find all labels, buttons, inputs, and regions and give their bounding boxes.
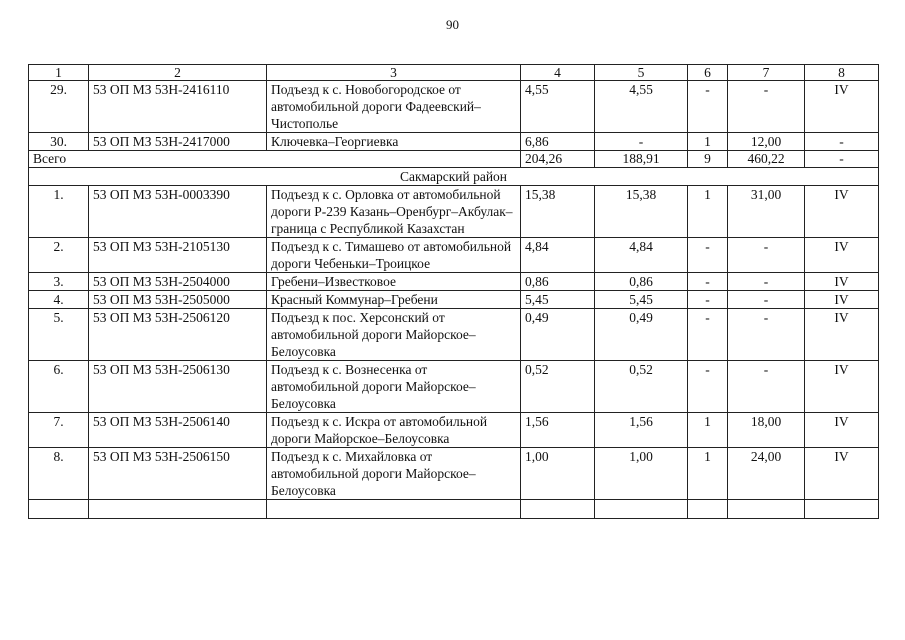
road-category: IV [805, 273, 879, 291]
length-total: 0,49 [521, 309, 595, 361]
bridges-length: - [728, 273, 805, 291]
row-number: 6. [29, 361, 89, 413]
district-name: Сакмарский район [29, 168, 879, 186]
length-total: 0,52 [521, 361, 595, 413]
length-total: 4,84 [521, 238, 595, 273]
column-header: 7 [728, 65, 805, 81]
row-number: 29. [29, 81, 89, 133]
bridges-length: - [728, 309, 805, 361]
length-paved: 0,49 [595, 309, 688, 361]
length-total: 1,56 [521, 413, 595, 448]
road-code: 53 ОП МЗ 53Н-0003390 [89, 186, 267, 238]
road-name: Подъезд к с. Новобогородское от автомобильной дороги Фадеевский–Чистополье [267, 81, 521, 133]
road-code: 53 ОП МЗ 53Н-2505000 [89, 291, 267, 309]
bridges-count: - [688, 81, 728, 133]
table-row [29, 273, 879, 291]
length-paved: 4,84 [595, 238, 688, 273]
length-total: 4,55 [521, 81, 595, 133]
total-row [29, 151, 879, 168]
length-paved: 15,38 [595, 186, 688, 238]
bridges-length: - [728, 361, 805, 413]
road-code: 53 ОП МЗ 53Н-2417000 [89, 133, 267, 151]
bridges-count: - [688, 309, 728, 361]
roads-table [28, 64, 879, 519]
column-header: 2 [89, 65, 267, 81]
column-number-header-row [29, 65, 879, 81]
column-header: 5 [595, 65, 688, 81]
row-number: 30. [29, 133, 89, 151]
road-code: 53 ОП МЗ 53Н-2506140 [89, 413, 267, 448]
bridges-length: 24,00 [728, 448, 805, 500]
road-name: Подъезд к пос. Херсонский от автомобильной дороги Майорское–Белоусовка [267, 309, 521, 361]
table-row [29, 361, 879, 413]
road-category: IV [805, 361, 879, 413]
table-row [29, 500, 879, 519]
row-number: 2. [29, 238, 89, 273]
bridges-count: - [688, 238, 728, 273]
total-label: Всего [29, 151, 521, 168]
table-cell [29, 500, 89, 519]
row-number: 7. [29, 413, 89, 448]
total-length: 204,26 [521, 151, 595, 168]
length-total: 0,86 [521, 273, 595, 291]
road-code: 53 ОП МЗ 53Н-2506120 [89, 309, 267, 361]
row-number: 5. [29, 309, 89, 361]
road-name: Подъезд к с. Искра от автомобильной дороги Майорское–Белоусовка [267, 413, 521, 448]
total-bridges-count: 9 [688, 151, 728, 168]
length-paved: 4,55 [595, 81, 688, 133]
table-cell [89, 500, 267, 519]
row-number: 8. [29, 448, 89, 500]
length-paved: 0,86 [595, 273, 688, 291]
road-code: 53 ОП МЗ 53Н-2416110 [89, 81, 267, 133]
length-paved: 0,52 [595, 361, 688, 413]
road-category: IV [805, 309, 879, 361]
table-cell [595, 500, 688, 519]
road-category: IV [805, 186, 879, 238]
length-total: 1,00 [521, 448, 595, 500]
column-header: 4 [521, 65, 595, 81]
table-row [29, 133, 879, 151]
table-row [29, 291, 879, 309]
table-cell [267, 500, 521, 519]
road-code: 53 ОП МЗ 53Н-2506130 [89, 361, 267, 413]
road-category: IV [805, 291, 879, 309]
column-header: 1 [29, 65, 89, 81]
road-code: 53 ОП МЗ 53Н-2504000 [89, 273, 267, 291]
table-row [29, 448, 879, 500]
total-bridges-length: 460,22 [728, 151, 805, 168]
table-row [29, 413, 879, 448]
table-cell [805, 500, 879, 519]
road-name: Гребени–Известковое [267, 273, 521, 291]
page-number: 90 [446, 17, 459, 32]
table-cell [728, 500, 805, 519]
table-row [29, 81, 879, 133]
road-name: Красный Коммунар–Гребени [267, 291, 521, 309]
road-category: IV [805, 238, 879, 273]
bridges-count: - [688, 273, 728, 291]
road-code: 53 ОП МЗ 53Н-2105130 [89, 238, 267, 273]
road-name: Подъезд к с. Тимашево от автомобильной дороги Чебеньки–Троицкое [267, 238, 521, 273]
row-number: 4. [29, 291, 89, 309]
road-category: IV [805, 81, 879, 133]
total-paved: 188,91 [595, 151, 688, 168]
bridges-count: 1 [688, 413, 728, 448]
bridges-length: - [728, 238, 805, 273]
length-paved: 1,00 [595, 448, 688, 500]
table-row [29, 186, 879, 238]
column-header: 3 [267, 65, 521, 81]
district-row [29, 168, 879, 186]
column-header: 8 [805, 65, 879, 81]
bridges-length: - [728, 81, 805, 133]
road-code: 53 ОП МЗ 53Н-2506150 [89, 448, 267, 500]
road-name: Подъезд к с. Орловка от автомобильной дороги Р-239 Казань–Оренбург–Акбулак–граница с Республикой Казахстан [267, 186, 521, 238]
row-number: 1. [29, 186, 89, 238]
bridges-length: 18,00 [728, 413, 805, 448]
row-number: 3. [29, 273, 89, 291]
table-row [29, 238, 879, 273]
table-row [29, 309, 879, 361]
bridges-length: 31,00 [728, 186, 805, 238]
bridges-length: - [728, 291, 805, 309]
table-cell [688, 500, 728, 519]
bridges-count: - [688, 291, 728, 309]
bridges-count: 1 [688, 133, 728, 151]
length-paved: 1,56 [595, 413, 688, 448]
road-name: Ключевка–Георгиевка [267, 133, 521, 151]
bridges-length: 12,00 [728, 133, 805, 151]
road-category: IV [805, 448, 879, 500]
road-category: IV [805, 413, 879, 448]
length-paved: - [595, 133, 688, 151]
road-name: Подъезд к с. Вознесенка от автомобильной дороги Майорское–Белоусовка [267, 361, 521, 413]
bridges-count: 1 [688, 186, 728, 238]
length-total: 5,45 [521, 291, 595, 309]
length-total: 6,86 [521, 133, 595, 151]
road-category: - [805, 133, 879, 151]
length-total: 15,38 [521, 186, 595, 238]
bridges-count: - [688, 361, 728, 413]
bridges-count: 1 [688, 448, 728, 500]
total-category: - [805, 151, 879, 168]
road-name: Подъезд к с. Михайловка от автомобильной дороги Майорское–Белоусовка [267, 448, 521, 500]
length-paved: 5,45 [595, 291, 688, 309]
column-header: 6 [688, 65, 728, 81]
table-cell [521, 500, 595, 519]
